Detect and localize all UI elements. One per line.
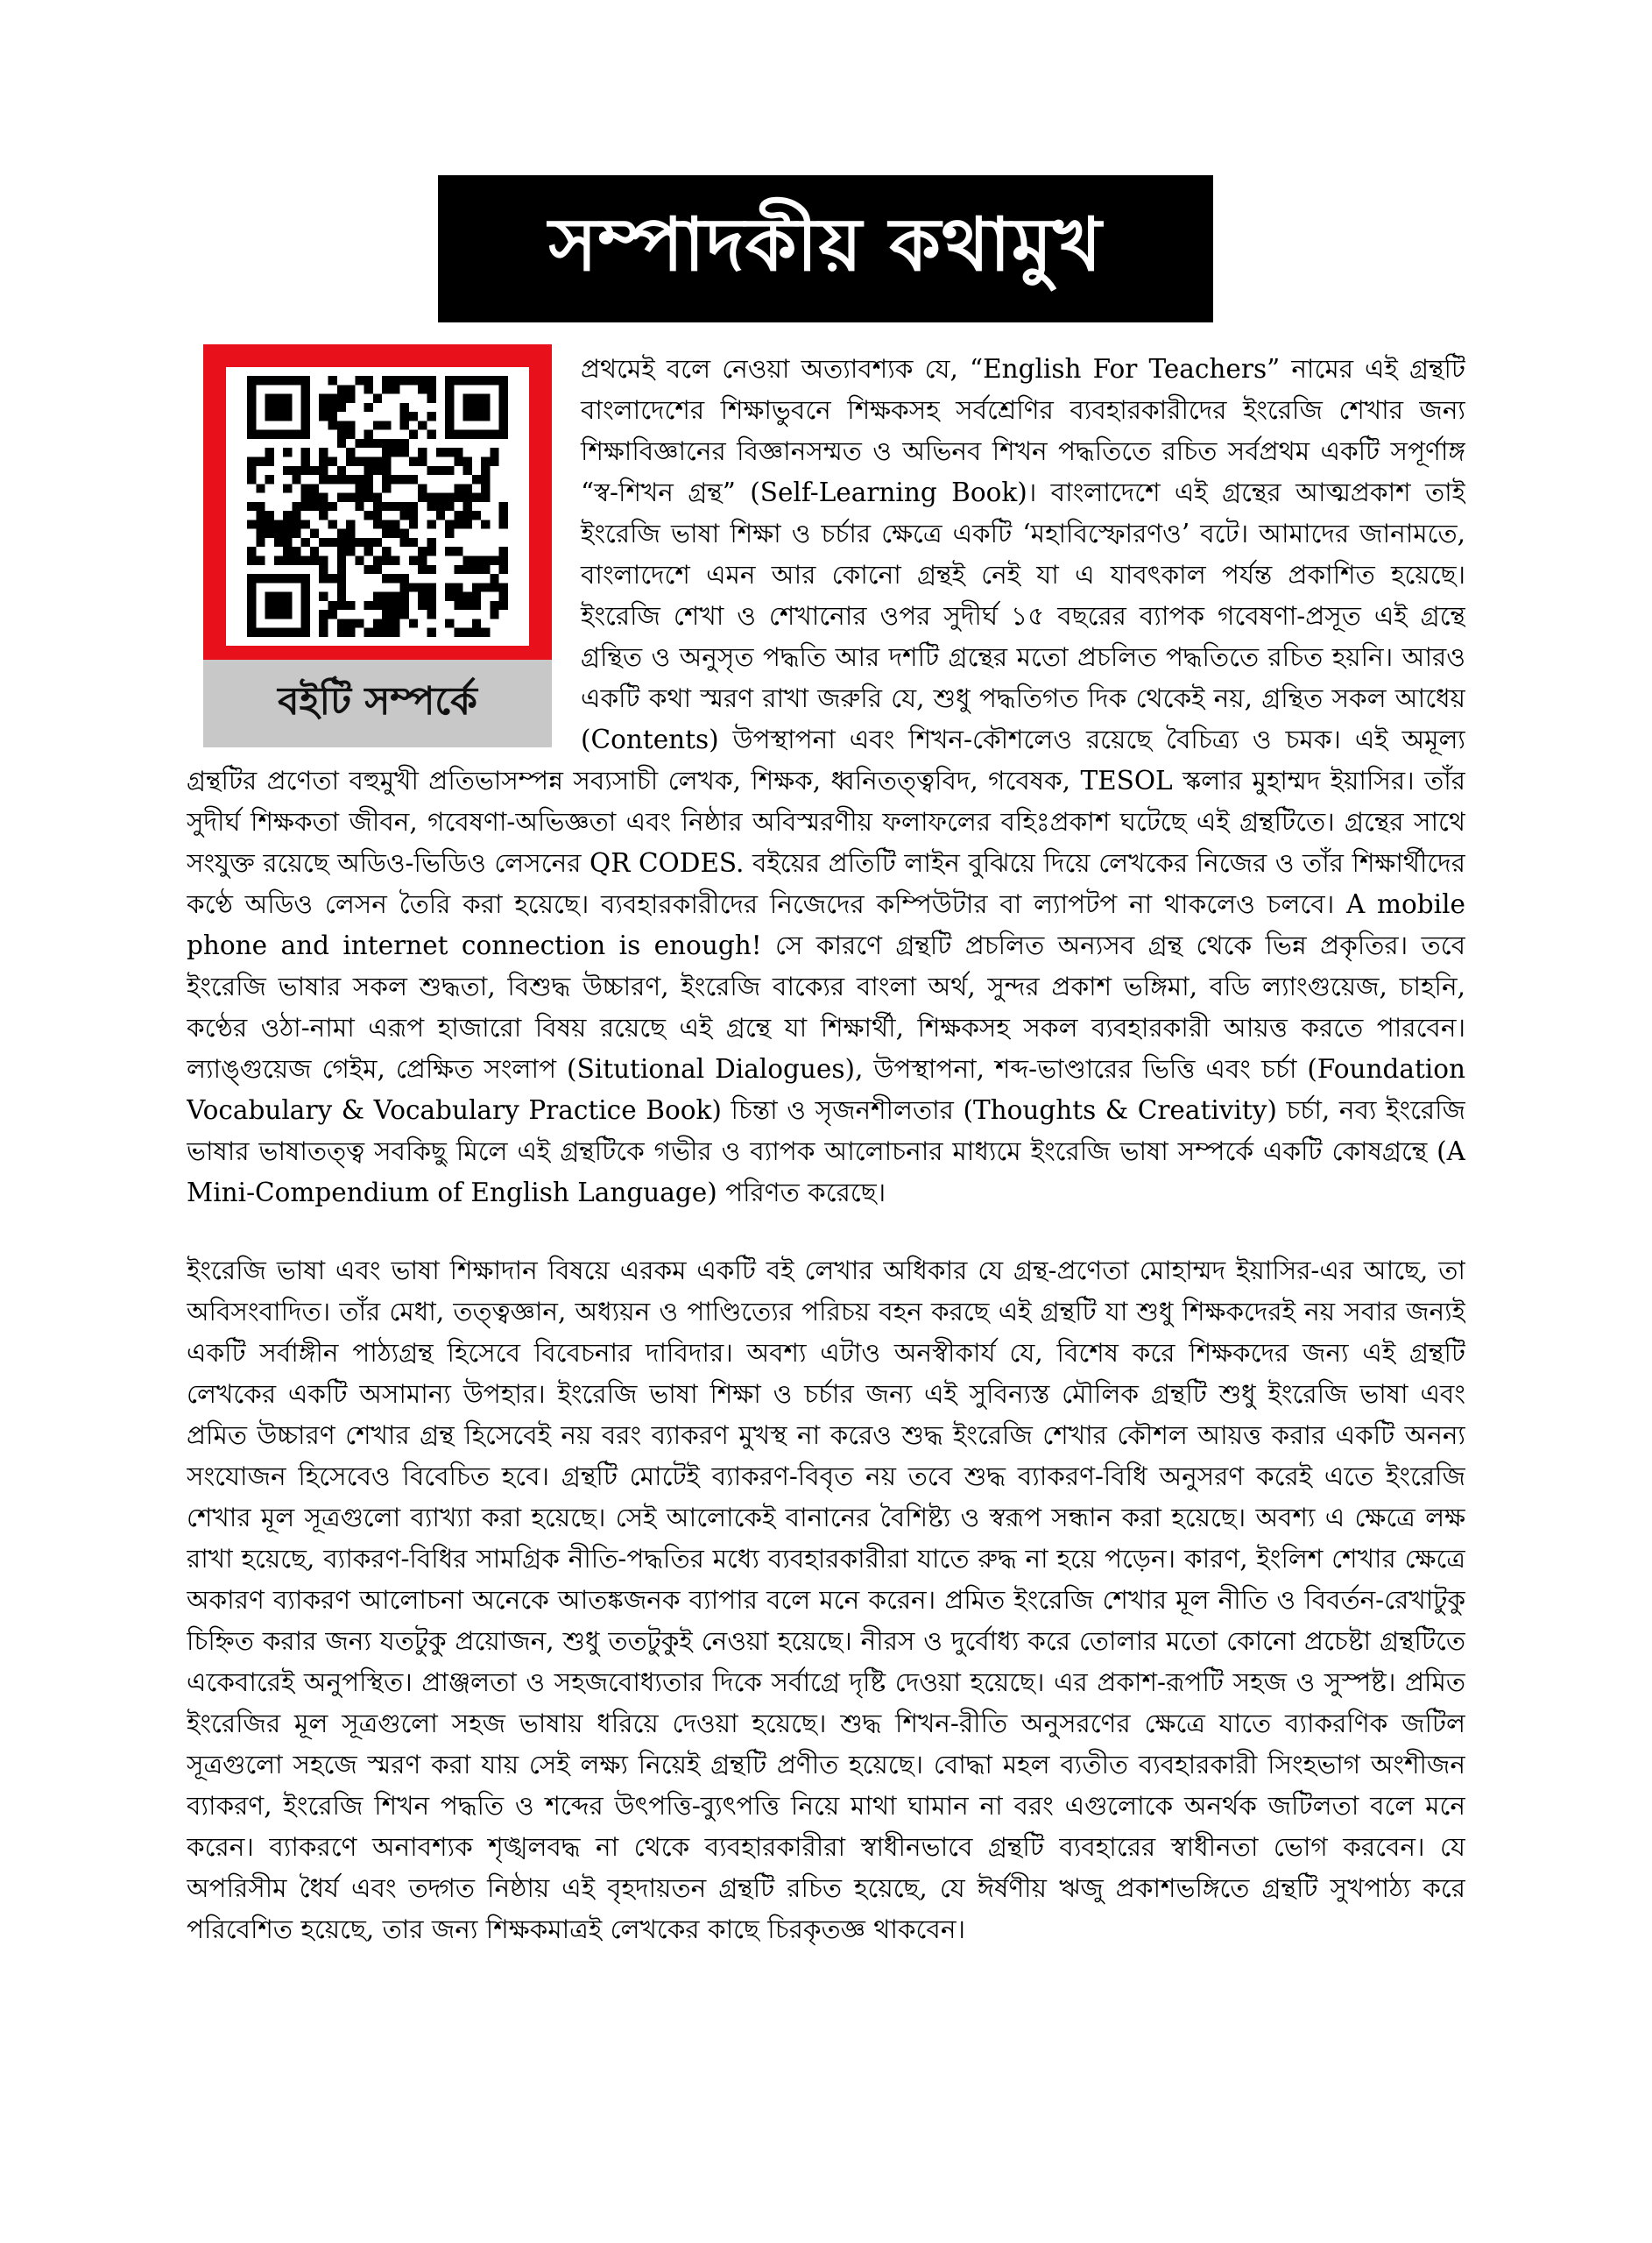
qr-caption: বইটি সম্পর্কে [203,660,552,747]
page-title: সম্পাদকীয় কথামুখ [438,175,1213,322]
paragraph-2: ইংরেজি ভাষা এবং ভাষা শিক্ষাদান বিষয়ে এরকম একটি বই লেখার অধিকার যে গ্রন্থ-প্রণেতা মোহাম্মদ ইয়াসির-এর আছে, তা অবিসংবাদিত। তাঁর মেধা, তত্ত্বজ্ঞান, অধ্যয়ন ও পাণ্ডিত্যের পরিচয় বহন করছে এই গ্রন্থটি যা শুধু শিক্ষকদেরই নয় সবার জন্যই একটি সর্বাঙ্গীন পাঠ্যগ্রন্থ হিসেবে বিবেচনার দাবিদার। অবশ্য এটাও অনস্বীকার্য যে, বিশেষ করে শিক্ষকদের জন্য এই গ্রন্থটি লেখকের একটি অসামান্য উপহার। ইংরেজি ভাষা শিক্ষা ও চর্চার জন্য এই সুবিন্যস্ত মৌলিক গ্রন্থটি শুধু ইংরেজি ভাষা এবং প্রমিত উচ্চারণ শেখার গ্রন্থ হিসেবেই নয় বরং ব্যাকরণ মুখস্থ না করেও শুদ্ধ ইংরেজি শেখার কৌশল আয়ত্ত করার একটি অনন্য সংযোজন হিসেবেও বিবেচিত হবে। গ্রন্থটি মোটেই ব্যাকরণ-বিবৃত নয় তবে শুদ্ধ ব্যাকরণ-বিধি অনুসরণ করেই এতে ইংরেজি শেখার মূল সূত্রগুলো ব্যাখ্যা করা হয়েছে। সেই আলোকেই বানানের বৈশিষ্ট্য ও স্বরূপ সন্ধান করা হয়েছে। অবশ্য এ ক্ষেত্রে লক্ষ রাখা হয়েছে, ব্যাকরণ-বিধির সামগ্রিক নীতি-পদ্ধতির মধ্যে ব্যবহারকারীরা যাতে রুদ্ধ না হয়ে পড়েন। কারণ, ইংলিশ শেখার ক্ষেত্রে অকারণ ব্যাকরণ আলোচনা অনেকে আতঙ্কজনক ব্যাপার বলে মনে করেন। প্রমিত ইংরেজি শেখার মূল নীতি ও বিবর্তন-রেখাটুকু চিহ্নিত করার জন্য যতটুকু প্রয়োজন, শুধু ততটুকুই নেওয়া হয়েছে। নীরস ও দুর্বোধ্য করে তোলার মতো কোনো প্রচেষ্টা গ্রন্থটিতে একেবারেই অনুপস্থিত। প্রাঞ্জলতা ও সহজবোধ্যতার দিকে সর্বাগ্রে দৃষ্টি দেওয়া হয়েছে। এর প্রকাশ-রূপটি সহজ ও সুস্পষ্ট। প্রমিত ইংরেজির মূল সূত্রগুলো সহজ ভাষায় ধরিয়ে দেওয়া হয়েছে। শুদ্ধ শিখন-রীতি অনুসরণের ক্ষেত্রে যাতে ব্যাকরণিক জটিল সূত্রগুলো সহজে স্মরণ করা যায় সেই লক্ষ্য নিয়েই গ্রন্থটি প্রণীত হয়েছে। বোদ্ধা মহল ব্যতীত ব্যবহারকারী সিংহভাগ অংশীজন ব্যাকরণ, ইংরেজি শিখন পদ্ধতি ও শব্দের উৎপত্তি-ব্যুৎপত্তি নিয়ে মাথা ঘামান না বরং এগুলোকে অনর্থক জটিলতা বলে মনে করেন। ব্যাকরণে অনাবশ্যক শৃঙ্খলবদ্ধ না থেকে ব্যবহারকারীরা স্বাধীনভাবে গ্রন্থটি ব্যবহারের স্বাধীনতা ভোগ করবেন। যে অপরিসীম ধৈর্য এবং তদ্গত নিষ্ঠায় এই বৃহদায়তন গ্রন্থটি রচিত হয়েছে, যে ঈর্ষণীয় ঋজু প্রকাশভঙ্গিতে গ্রন্থটি সুখপাঠ্য করে পরিবেশিত হয়েছে, তার জন্য শিক্ষকমাত্রই লেখকের কাছে চিরকৃতজ্ঞ থাকবেন। [187,1256,1465,1944]
paragraph-1-text: প্রথমেই বলে নেওয়া অত্যাবশ্যক যে, “English For Teachers” নামের এই গ্রন্থটি বাংলাদেশের শিক্ষাভুবনে শিক্ষকসহ সর্বশ্রেণির ব্যবহারকারীদের ইংরেজি শেখার জন্য শিক্ষাবিজ্ঞানের বিজ্ঞানসম্মত ও অভিনব শিখন পদ্ধতিতে রচিত সর্বপ্রথম একটি সপূর্ণাঙ্গ “স্ব-শিখন গ্রন্থ” (Self-Learning Book)। বাংলাদেশে এই গ্রন্থের আত্মপ্রকাশ তাই ইংরেজি ভাষা শিক্ষা ও চর্চার ক্ষেত্রে একটি ‘মহাবিস্ফোরণও’ বটে। আমাদের জানামতে, বাংলাদেশে এমন আর কোনো গ্রন্থই নেই যা এ যাবৎকাল পর্যন্ত প্রকাশিত হয়েছে। ইংরেজি শেখা ও শেখানোর ওপর সুদীর্ঘ ১৫ বছরের ব্যাপক গবেষণা-প্রসূত এই গ্রন্থে গ্রন্থিত ও অনুসৃত পদ্ধতি আর দশটি গ্রন্থের মতো প্রচলিত পদ্ধতিতে রচিত হয়নি। আরও একটি কথা স্মরণ রাখা জরুরি যে, শুধু পদ্ধতিগত দিক থেকেই নয়, গ্রন্থিত সকল আধেয় (Contents) উপস্থাপনা এবং শিখন-কৌশলেও রয়েছে বৈচিত্র্য ও চমক। এই অমূল্য গ্রন্থটির প্রণেতা বহুমুখী প্রতিভাসম্পন্ন সব্যসাচী লেখক, শিক্ষক, ধ্বনিতত্ত্ববিদ, গবেষক, TESOL স্কলার মুহাম্মদ ইয়াসির। তাঁর সুদীর্ঘ শিক্ষকতা জীবন, গবেষণা-অভিজ্ঞতা এবং নিষ্ঠার অবিস্মরণীয় ফলাফলের বহিঃপ্রকাশ ঘটেছে এই গ্রন্থটিতে। গ্রন্থের সাথে সংযুক্ত রয়েছে অডিও-ভিডিও লেসনের QR CODES. বইয়ের প্রতিটি লাইন বুঝিয়ে দিয়ে লেখকের নিজের ও তাঁর শিক্ষার্থীদের কণ্ঠে অডিও লেসন তৈরি করা হয়েছে। ব্যবহারকারীদের নিজেদের কম্পিউটার বা ল্যাপটপ না থাকলেও চলবে। A mobile phone and internet connection is enough! সে কারণে গ্রন্থটি প্রচলিত অন্যসব গ্রন্থ থেকে ভিন্ন প্রকৃতির। তবে ইংরেজি ভাষার সকল শুদ্ধতা, বিশুদ্ধ উচ্চারণ, ইংরেজি বাক্যের বাংলা অর্থ, সুন্দর প্রকাশ ভঙ্গিমা, বডি ল্যাংগুয়েজ, চাহনি, কণ্ঠের ওঠা-নামা এরূপ হাজারো বিষয় রয়েছে এই গ্রন্থে যা শিক্ষার্থী, শিক্ষকসহ সকল ব্যবহারকারী আয়ত্ত করতে পারবেন। ল্যাঙ্গুয়েজ গেইম, প্রেক্ষিত সংলাপ (Situtional Dialogues), উপস্থাপনা, শব্দ-ভাণ্ডারের ভিত্তি এবং চর্চা (Foundation Vocabulary & Vocabulary Practice Book) চিন্তা ও সৃজনশীলতার (Thoughts & Creativity) চর্চা, নব্য ইংরেজি ভাষার ভাষাতত্ত্ব সবকিছু মিলে এই গ্রন্থটিকে গভীর ও ব্যাপক আলোচনার মাধ্যমে ইংরেজি ভাষা সম্পর্কে একটি কোষগ্রন্থে (A Mini-Compendium of English Language) পরিণত করেছে। [187,354,1465,1207]
paragraph-1 [187,349,1465,1229]
qr-float-spacer [187,349,581,761]
